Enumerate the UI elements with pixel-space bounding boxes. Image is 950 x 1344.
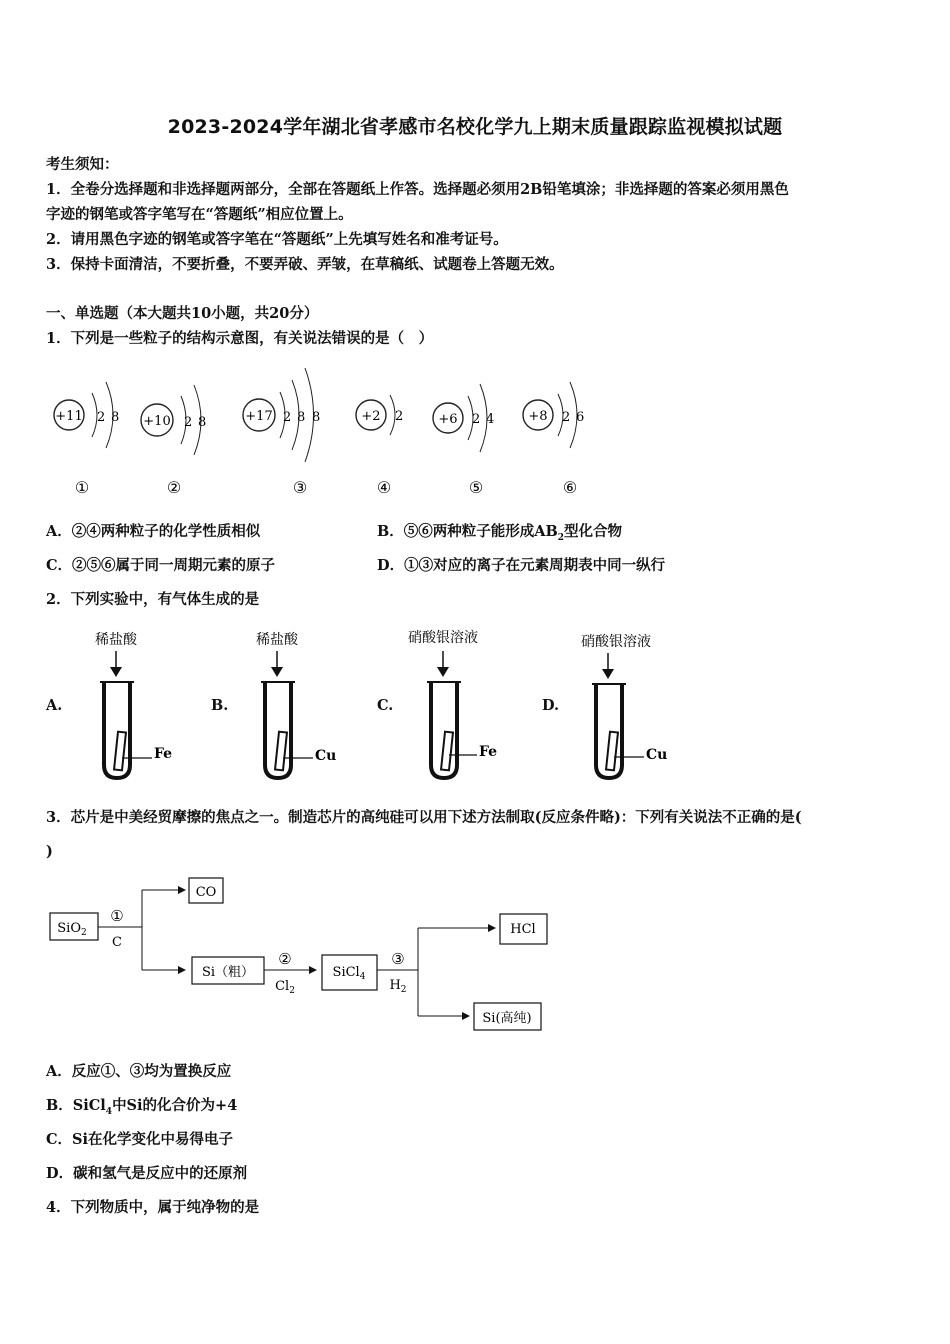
notice-line-1b: 字迹的钢笔或答字笔写在“答题纸”相应位置上。 [46, 206, 353, 223]
atom-2 [141, 385, 206, 497]
box-co [189, 878, 223, 903]
step-1-label: ① [110, 907, 124, 925]
box-si-crude [192, 957, 264, 984]
svg-text:Si(高纯): Si(高纯) [482, 1011, 532, 1026]
tube-a-reagent: 稀盐酸 [95, 632, 137, 648]
q1-option-b[interactable]: B．⑤⑥两种粒子能形成$AB_2$型化合物 [377, 523, 623, 543]
svg-text:HCl: HCl [510, 922, 536, 937]
tube-d-reagent: 硝酸银溶液 [581, 634, 651, 650]
q1-option-d[interactable]: D．①③对应的离子在元素周期表中同一纵行 [377, 557, 666, 574]
reagent-2-label: $Cl_2$ [275, 979, 295, 996]
svg-text:2: 2 [283, 410, 292, 425]
q2-test-tubes [80, 625, 700, 790]
step-3-label: ③ [391, 950, 405, 968]
q3-option-d[interactable]: D．碳和氢气是反应中的还原剂 [46, 1165, 248, 1182]
q3-option-b[interactable]: B．SiCl$_4$中Si的化合价为+4 [46, 1097, 238, 1117]
atom-3-nucleus: +17 [245, 409, 273, 424]
atom-2-label: ② [166, 478, 182, 497]
svg-text:4: 4 [486, 412, 495, 427]
tube-b-reagent: 稀盐酸 [256, 632, 298, 648]
tube-c-reagent: 硝酸银溶液 [408, 630, 478, 646]
box-sicl4 [322, 955, 377, 990]
tube-a-metal: Fe [154, 746, 173, 762]
tube-b-metal: Cu [315, 748, 337, 764]
svg-text:2: 2 [184, 415, 193, 430]
q2-option-b-letter[interactable]: B. [211, 697, 229, 714]
notice-line-3: 3．保持卡面清洁，不要折叠，不要弄破、弄皱，在草稿纸、试题卷上答题无效。 [46, 256, 564, 273]
q3-stem-line-2: ) [46, 843, 53, 860]
q1-stem: 1．下列是一些粒子的结构示意图，有关说法错误的是（ ） [46, 330, 434, 347]
reagent-3-label: $H_2$ [389, 978, 407, 995]
box-hcl [500, 914, 547, 944]
svg-text:CO: CO [195, 885, 217, 900]
atom-5-nucleus: +6 [438, 412, 458, 427]
tube-c [408, 629, 497, 778]
q3-stem-line-1: 3．芯片是中美经贸摩擦的焦点之一。制造芯片的高纯硅可以用下述方法制取(反应条件略)：下列有关说法不正确的是( [46, 809, 802, 826]
tube-b [256, 631, 336, 778]
q3-option-a[interactable]: A．反应①、③均为置换反应 [46, 1063, 232, 1080]
svg-text:8: 8 [111, 410, 120, 425]
q1-atom-diagrams [40, 360, 620, 505]
svg-text:8: 8 [312, 410, 321, 425]
tube-d-metal: Cu [646, 747, 668, 763]
svg-text:SiO2: SiO$_2$ [57, 921, 87, 938]
box-si-pure [474, 1003, 541, 1030]
reagent-1-label: C [112, 935, 122, 950]
atom-2-nucleus: +10 [143, 414, 171, 429]
q1-option-c[interactable]: C．②⑤⑥属于同一周期元素的原子 [46, 557, 276, 574]
svg-text:2: 2 [562, 410, 571, 425]
q1-option-a[interactable]: A．②④两种粒子的化学性质相似 [46, 523, 261, 540]
q2-option-a-letter[interactable]: A. [46, 697, 63, 714]
tube-d [581, 633, 667, 778]
atom-3-label: ③ [292, 478, 308, 497]
atom-1-label: ① [74, 478, 90, 497]
q3-flow-diagram [45, 870, 565, 1040]
tube-a [95, 631, 172, 778]
atom-5-label: ⑤ [468, 478, 484, 497]
svg-text:Si（粗）: Si（粗） [201, 965, 255, 980]
q4-stem: 4．下列物质中，属于纯净物的是 [46, 1199, 260, 1216]
atom-6-nucleus: +8 [528, 409, 548, 424]
atom-4-nucleus: +2 [361, 409, 381, 424]
q2-stem: 2．下列实验中，有气体生成的是 [46, 591, 260, 608]
notice-line-1a: 1．全卷分选择题和非选择题两部分，全部在答题纸上作答。选择题必须用2B铅笔填涂；非选择题的答案必须用黑色 [46, 181, 789, 198]
page-title: 2023-2024学年湖北省孝感市名校化学九上期末质量跟踪监视模拟试题 [167, 116, 783, 138]
q2-option-c-letter[interactable]: C. [377, 697, 394, 714]
svg-text:6: 6 [576, 410, 585, 425]
atom-6 [523, 382, 584, 497]
atom-5 [433, 384, 494, 497]
svg-text:8: 8 [198, 415, 207, 430]
atom-1 [54, 382, 119, 497]
svg-text:2: 2 [472, 412, 481, 427]
tube-c-metal: Fe [479, 744, 498, 760]
svg-text:2: 2 [97, 410, 106, 425]
q2-option-d-letter[interactable]: D. [542, 697, 560, 714]
notice-header: 考生须知： [46, 156, 119, 173]
svg-text:SiCl4: SiCl$_4$ [332, 965, 366, 982]
atom-6-label: ⑥ [562, 478, 578, 497]
atom-1-nucleus: +11 [55, 409, 83, 424]
box-sio2 [50, 913, 98, 940]
atom-4 [356, 395, 403, 497]
section-heading: 一、单选题（本大题共10小题，共20分） [46, 305, 319, 322]
atom-4-label: ④ [376, 478, 392, 497]
svg-text:8: 8 [297, 410, 306, 425]
notice-line-2: 2．请用黑色字迹的钢笔或答字笔在“答题纸”上先填写姓名和准考证号。 [46, 231, 508, 248]
atom-3 [243, 368, 320, 497]
svg-text:2: 2 [395, 409, 404, 424]
step-2-label: ② [278, 950, 292, 968]
q3-option-c[interactable]: C．Si在化学变化中易得电子 [46, 1131, 234, 1148]
